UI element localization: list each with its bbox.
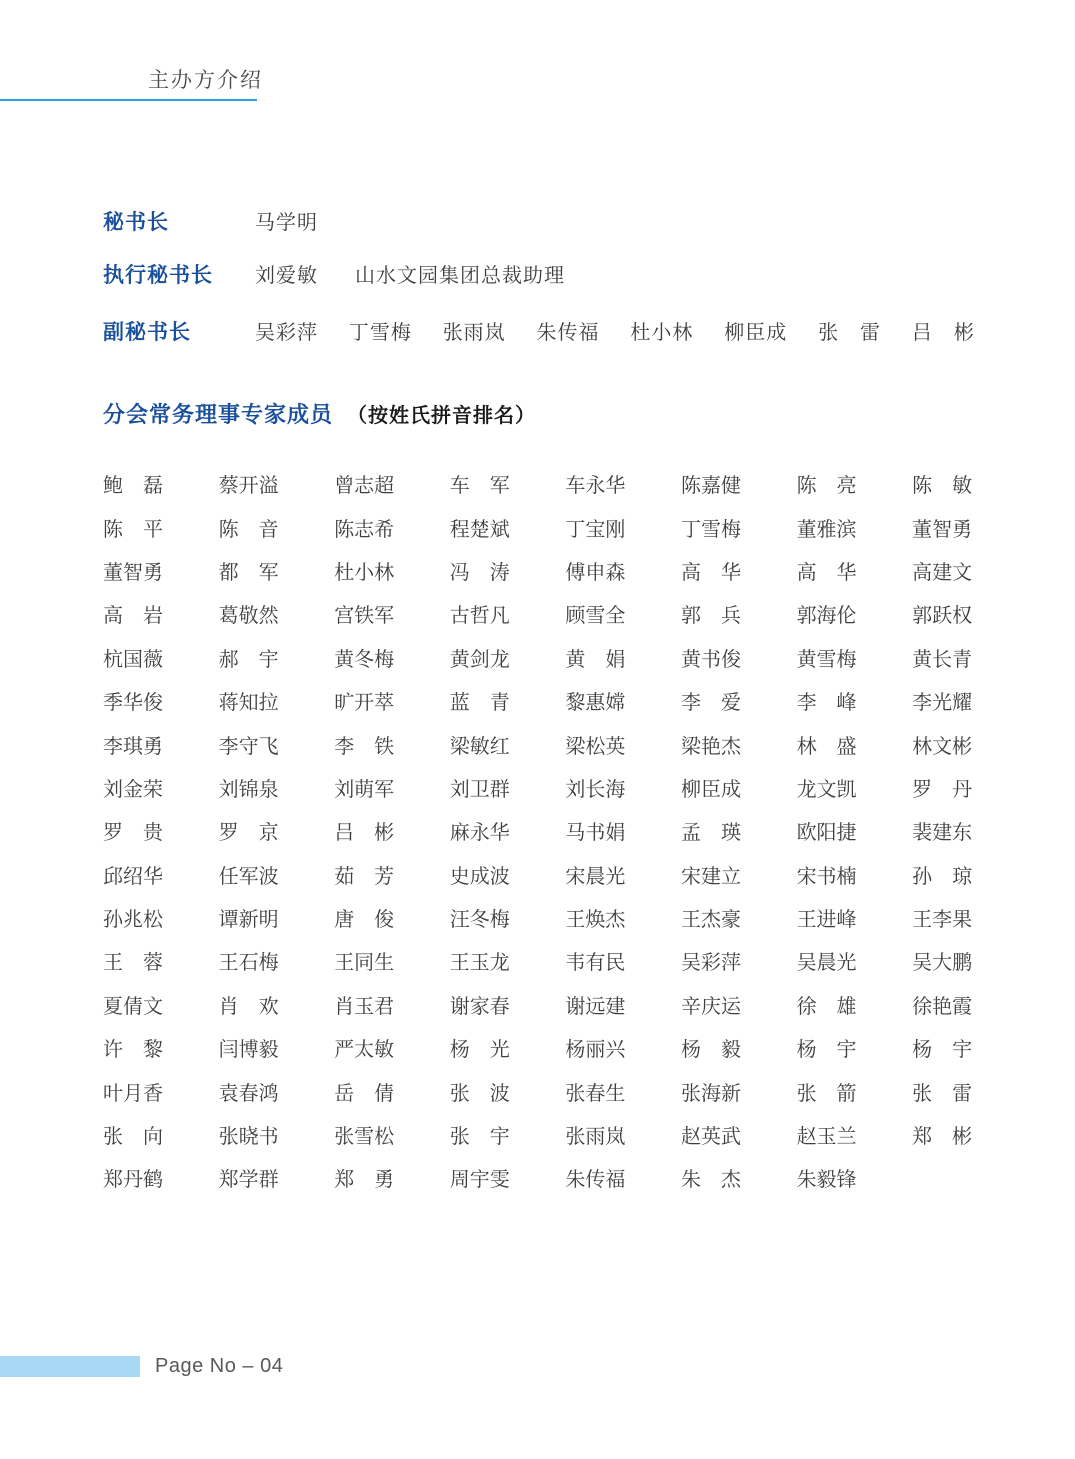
member-name: 王焕杰 [565,909,626,932]
member-name: 旷开萃 [334,692,395,715]
member-name: 郭跃权 [912,605,973,628]
member-name: 郝 宇 [218,648,279,671]
member-name: 麻永华 [449,822,510,845]
member-name: 吴晨光 [796,952,857,975]
member-name: 朱传福 [565,1169,626,1192]
member-name: 杨 宇 [912,1039,973,1062]
member-name: 李琪勇 [103,735,163,758]
member-name: 李 铁 [334,735,395,758]
member-name: 杨 宇 [796,1039,857,1062]
member-name: 张雨岚 [565,1126,626,1149]
members-section-heading [103,398,536,429]
secretary-general-name: 马学明 [255,212,318,234]
member-name: 黎惠嫦 [565,692,626,715]
member-name: 陈 敏 [912,475,973,498]
member-name: 车 军 [449,475,510,498]
members-grid [103,462,1033,1200]
member-name: 黄雪梅 [796,648,857,671]
member-name: 郑 勇 [334,1169,395,1192]
member-name: 曾志超 [334,475,395,498]
member-name: 肖玉君 [334,995,395,1018]
member-name: 黄长青 [912,648,973,671]
member-name: 郭海伦 [796,605,857,628]
deputy-name: 吕 彬 [911,322,975,344]
member-name: 闫博毅 [218,1039,279,1062]
member-name: 柳臣成 [680,778,741,801]
member-name: 罗 丹 [912,778,973,801]
member-name: 冯 涛 [449,561,510,584]
member-name: 董智勇 [103,561,163,584]
member-name: 赵玉兰 [796,1126,857,1149]
member-name: 葛敬然 [218,605,279,628]
deputy-secretary-label: 副秘书长 [103,321,191,344]
executive-secretary-label: 执行秘书长 [103,264,213,287]
member-name: 李守飞 [218,735,279,758]
member-name: 林文彬 [912,735,973,758]
member-name: 邱绍华 [103,865,163,888]
member-name: 辛庆运 [680,995,741,1018]
member-name: 刘锦泉 [218,778,279,801]
member-name: 朱毅锋 [796,1169,857,1192]
member-name: 孙兆松 [103,909,163,932]
member-name: 张 雷 [912,1082,973,1105]
member-name: 陈 音 [218,518,279,541]
member-name: 黄冬梅 [334,648,395,671]
member-name: 王同生 [334,952,395,975]
member-name: 谢家春 [449,995,510,1018]
member-name: 李光耀 [912,692,973,715]
member-name: 孟 瑛 [680,822,741,845]
member-name: 朱 杰 [680,1169,741,1192]
member-name: 陈嘉健 [680,475,741,498]
member-name: 林 盛 [796,735,857,758]
member-name: 杜小林 [334,561,395,584]
member-name: 梁艳杰 [680,735,741,758]
member-name: 董智勇 [912,518,973,541]
member-name: 王 蓉 [103,952,163,975]
deputy-name: 朱传福 [536,322,600,344]
executive-secretary-row [103,259,975,289]
member-name: 张 波 [449,1082,510,1105]
member-name: 刘金荣 [103,778,163,801]
member-name: 岳 倩 [334,1082,395,1105]
page-title: 主办方介绍 [148,69,263,92]
member-name: 韦有民 [565,952,626,975]
member-name: 唐 俊 [334,909,395,932]
member-name: 丁雪梅 [680,518,741,541]
member-name: 赵英武 [680,1126,741,1149]
member-name: 袁春鸿 [218,1082,279,1105]
deputy-name: 丁雪梅 [348,322,412,344]
header-rule [0,99,257,101]
member-name: 陈 亮 [796,475,857,498]
member-name: 许 黎 [103,1039,163,1062]
member-name: 茹 芳 [334,865,395,888]
member-name: 张海新 [680,1082,741,1105]
deputy-name-list [255,316,975,345]
member-name: 欧阳捷 [796,822,857,845]
member-name: 张 箭 [796,1082,857,1105]
executive-secretary-name: 刘爱敏 [255,265,318,287]
member-name: 张雪松 [334,1126,395,1149]
member-name: 黄剑龙 [449,648,510,671]
member-name: 杨丽兴 [565,1039,626,1062]
executive-secretary-title: 山水文园集团总裁助理 [355,265,565,287]
deputy-secretary-row [103,316,975,346]
member-name: 肖 欢 [218,995,279,1018]
member-name: 杭国薇 [103,648,163,671]
member-name: 谢远建 [565,995,626,1018]
member-name: 马书娟 [565,822,626,845]
deputy-name: 吴彩萍 [255,322,318,344]
member-name: 孙 琼 [912,865,973,888]
member-name: 郭 兵 [680,605,741,628]
member-name: 高 岩 [103,605,163,628]
page-number: Page No – 04 [155,1355,284,1377]
deputy-name: 杜小林 [630,322,694,344]
member-name: 史成波 [449,865,510,888]
member-name: 王玉龙 [449,952,510,975]
member-name: 任军波 [218,865,279,888]
member-name: 张春生 [565,1082,626,1105]
member-name: 李 峰 [796,692,857,715]
member-name: 都 军 [218,561,279,584]
member-name: 李 爱 [680,692,741,715]
member-name: 吕 彬 [334,822,395,845]
member-name: 高建文 [912,561,973,584]
member-name: 张 宇 [449,1126,510,1149]
member-name: 高 华 [680,561,741,584]
member-name: 叶月香 [103,1082,163,1105]
member-name: 车永华 [565,475,626,498]
deputy-name: 张 雷 [818,322,882,344]
deputy-name: 柳臣成 [724,322,788,344]
member-name: 陈 平 [103,518,163,541]
member-name: 汪冬梅 [449,909,510,932]
member-name: 吴大鹏 [912,952,973,975]
member-name: 徐 雄 [796,995,857,1018]
member-name: 宋建立 [680,865,741,888]
member-name: 杨 毅 [680,1039,741,1062]
member-name: 杨 光 [449,1039,510,1062]
member-name: 丁宝刚 [565,518,626,541]
member-name: 鲍 磊 [103,475,163,498]
member-name: 黄书俊 [680,648,741,671]
member-name: 刘卫群 [449,778,510,801]
member-name: 宋晨光 [565,865,626,888]
member-name: 王进峰 [796,909,857,932]
member-name: 徐艳霞 [912,995,973,1018]
member-name: 罗 京 [218,822,279,845]
member-name: 裴建东 [912,822,973,845]
member-name: 蓝 青 [449,692,510,715]
member-name: 傅申森 [565,561,626,584]
member-name: 蒋知拉 [218,692,279,715]
member-name: 周宇雯 [449,1169,510,1192]
member-name: 王李果 [912,909,973,932]
member-name: 蔡开溢 [218,475,279,498]
member-name: 夏倩文 [103,995,163,1018]
member-name: 龙文凯 [796,778,857,801]
member-name: 王石梅 [218,952,279,975]
footer-accent-bar [0,1356,140,1377]
member-name: 陈志希 [334,518,395,541]
member-name: 董雅滨 [796,518,857,541]
member-name: 宫铁军 [334,605,395,628]
member-name: 梁敏红 [449,735,510,758]
member-name: 郑学群 [218,1169,279,1192]
member-name: 梁松英 [565,735,626,758]
member-name: 王杰豪 [680,909,741,932]
member-name: 郑丹鹤 [103,1169,163,1192]
member-name: 严太敏 [334,1039,395,1062]
member-name: 季华俊 [103,692,163,715]
member-name: 谭新明 [218,909,279,932]
member-name: 黄 娟 [565,648,626,671]
member-name: 程楚斌 [449,518,510,541]
member-name: 吴彩萍 [680,952,741,975]
secretary-general-row [103,206,975,236]
secretary-general-label: 秘书长 [103,211,169,234]
members-section-subtitle: （按姓氏拼音排名） [347,405,537,427]
member-name: 刘长海 [565,778,626,801]
member-name: 张晓书 [218,1126,279,1149]
member-name: 郑 彬 [912,1126,973,1149]
member-name: 张 向 [103,1126,163,1149]
member-name: 高 华 [796,561,857,584]
member-name: 刘萌军 [334,778,395,801]
member-name: 顾雪全 [565,605,626,628]
deputy-name: 张雨岚 [442,322,506,344]
members-section-title: 分会常务理事专家成员 [103,402,334,427]
member-name: 宋书楠 [796,865,857,888]
member-name: 罗 贵 [103,822,163,845]
member-name: 古哲凡 [449,605,510,628]
